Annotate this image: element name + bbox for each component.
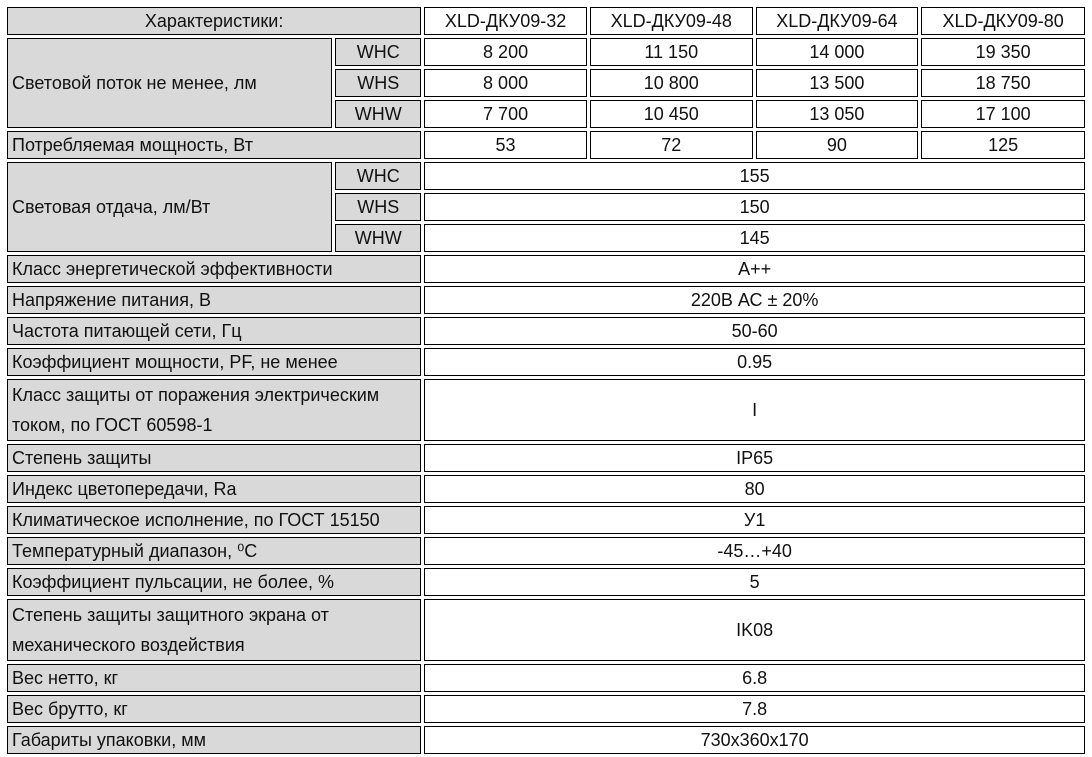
light-type-label: WHC: [335, 38, 421, 66]
model-header: XLD-ДКУ09-64: [756, 7, 919, 35]
table-row: [7, 695, 1085, 723]
model-header: XLD-ДКУ09-48: [590, 7, 753, 35]
efficacy-label: Световая отдача, лм/Вт: [7, 162, 332, 252]
table-row: [7, 317, 1085, 345]
flux-value: 7 700: [424, 100, 587, 128]
table-row: [7, 568, 1085, 596]
model-header: XLD-ДКУ09-32: [424, 7, 587, 35]
spec-value: 6.8: [424, 664, 1085, 692]
spec-value: I: [424, 379, 1085, 441]
model-header: XLD-ДКУ09-80: [921, 7, 1085, 35]
spec-value: A++: [424, 255, 1085, 283]
flux-value: 17 100: [921, 100, 1085, 128]
table-row: [7, 599, 1085, 661]
spec-label: Вес брутто, кг: [7, 695, 421, 723]
spec-label: Индекс цветопередачи, Ra: [7, 475, 421, 503]
spec-value: IK08: [424, 599, 1085, 661]
spec-table: [4, 4, 1088, 757]
characteristics-header: Характеристики:: [7, 7, 421, 35]
table-row: [7, 162, 1085, 190]
flux-value: 19 350: [921, 38, 1085, 66]
table-row: [7, 38, 1085, 66]
table-row: [7, 444, 1085, 472]
spec-label: Класс защиты от поражения электрическим током, по ГОСТ 60598-1: [7, 379, 421, 441]
spec-value: -45…+40: [424, 537, 1085, 565]
spec-label: Частота питающей сети, Гц: [7, 317, 421, 345]
spec-label: Коэффициент мощности, PF, не менее: [7, 348, 421, 376]
light-type-label: WHW: [335, 224, 421, 252]
luminous-flux-label: Световой поток не менее, лм: [7, 38, 332, 128]
table-row: [7, 131, 1085, 159]
spec-value: 0.95: [424, 348, 1085, 376]
flux-value: 10 450: [590, 100, 753, 128]
flux-value: 18 750: [921, 69, 1085, 97]
efficacy-value: 155: [424, 162, 1085, 190]
table-row: [7, 475, 1085, 503]
flux-value: 13 050: [756, 100, 919, 128]
light-type-label: WHS: [335, 193, 421, 221]
spec-label: Напряжение питания, В: [7, 286, 421, 314]
light-type-label: WHS: [335, 69, 421, 97]
power-value: 53: [424, 131, 587, 159]
table-row: [7, 348, 1085, 376]
spec-label: Габариты упаковки, мм: [7, 726, 421, 754]
flux-value: 10 800: [590, 69, 753, 97]
spec-label: Вес нетто, кг: [7, 664, 421, 692]
spec-value: 730х360х170: [424, 726, 1085, 754]
spec-value: 220В АС ± 20%: [424, 286, 1085, 314]
spec-value: IP65: [424, 444, 1085, 472]
spec-value: 80: [424, 475, 1085, 503]
header-row: [7, 7, 1085, 35]
spec-value: 50-60: [424, 317, 1085, 345]
light-type-label: WHW: [335, 100, 421, 128]
power-value: 90: [756, 131, 919, 159]
spec-label: Коэффициент пульсации, не более, %: [7, 568, 421, 596]
table-row: [7, 286, 1085, 314]
spec-label: Степень защиты защитного экрана от механического воздействия: [7, 599, 421, 661]
efficacy-value: 145: [424, 224, 1085, 252]
power-label: Потребляемая мощность, Вт: [7, 131, 421, 159]
table-row: [7, 379, 1085, 441]
table-row: [7, 506, 1085, 534]
table-row: [7, 726, 1085, 754]
flux-value: 13 500: [756, 69, 919, 97]
flux-value: 8 200: [424, 38, 587, 66]
table-row: [7, 255, 1085, 283]
spec-label: Степень защиты: [7, 444, 421, 472]
spec-value: У1: [424, 506, 1085, 534]
efficacy-value: 150: [424, 193, 1085, 221]
power-value: 125: [921, 131, 1085, 159]
flux-value: 14 000: [756, 38, 919, 66]
spec-label: Температурный диапазон, ⁰С: [7, 537, 421, 565]
table-row: [7, 537, 1085, 565]
spec-label: Климатическое исполнение, по ГОСТ 15150: [7, 506, 421, 534]
power-value: 72: [590, 131, 753, 159]
spec-label: Класс энергетической эффективности: [7, 255, 421, 283]
table-row: [7, 664, 1085, 692]
light-type-label: WHC: [335, 162, 421, 190]
flux-value: 8 000: [424, 69, 587, 97]
flux-value: 11 150: [590, 38, 753, 66]
spec-value: 7.8: [424, 695, 1085, 723]
spec-value: 5: [424, 568, 1085, 596]
